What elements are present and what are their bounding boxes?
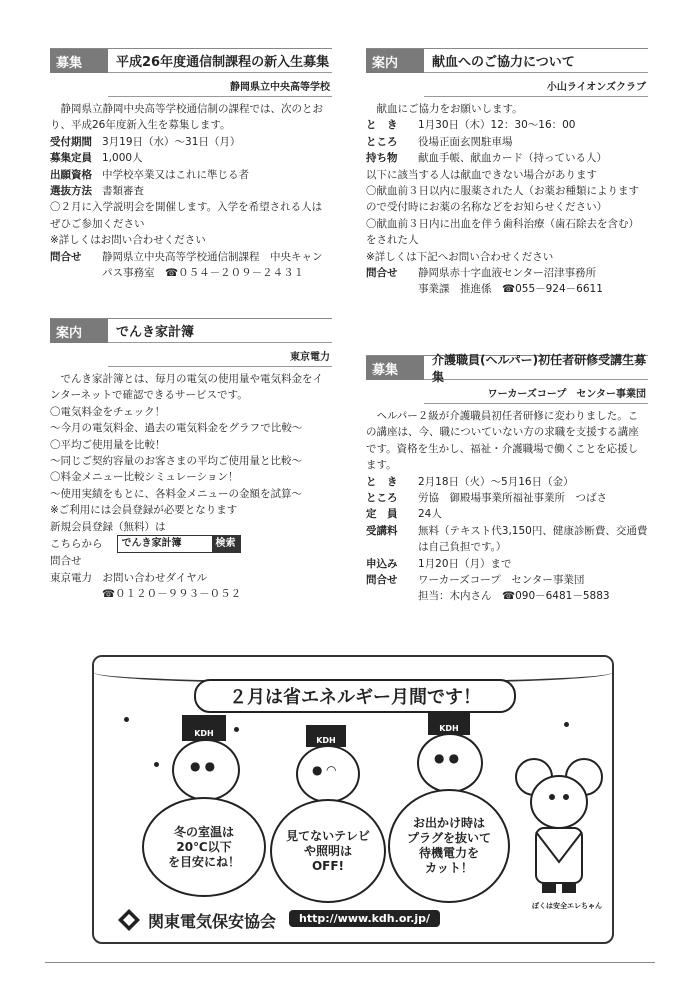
kdh-emblem-icon	[116, 907, 142, 933]
contact-row: 問合せ ワーカーズコープ センター事業団	[366, 574, 585, 587]
search-box-graphic: でんき家計簿 検索	[117, 535, 241, 553]
snowflake-icon	[124, 717, 129, 722]
search-line: こちらから でんき家計簿 検索	[50, 535, 332, 553]
info-row: 受講料 無料（テキスト代3,150円、健康診断費、交通費は自己負担です。）	[366, 524, 648, 554]
snowman-message: お出かけ時は プラグを抜いて 待機電力を カット！	[388, 789, 510, 903]
category-tag: 案内	[50, 319, 108, 343]
feature-line: 〇電気料金をチェック！	[50, 405, 166, 418]
article-caregiver-training	[366, 352, 648, 605]
search-button-graphic: 検索	[212, 536, 240, 552]
category-tag: 案内	[366, 49, 424, 73]
note: ※詳しくは下記へお問い合わせください	[366, 250, 554, 263]
article-intro: でんき家計簿とは、毎月の電気の使用量や電気料金をインターネットで確認できるサービスです。	[50, 373, 323, 402]
feature-line: ～今月の電気料金、過去の電気料金をグラフで比較～	[50, 422, 303, 435]
article-organization: 静岡県立中央高等学校	[108, 73, 332, 97]
feature-line: 〇料金メニュー比較シミュレーション！	[50, 471, 239, 484]
info-row: と き 2月18日（火）～5月16日（金）	[366, 475, 574, 488]
info-row: 募集定員 1,000人	[50, 152, 143, 165]
article-header	[50, 48, 332, 73]
note: 〇献血前３日内に出血を伴う歯科治療（歯石除去を含む）をされた人	[366, 217, 639, 247]
snowman-face: ● ●	[434, 751, 460, 765]
energy-saving-banner	[92, 655, 614, 944]
contact-row: 問合せ 静岡県赤十字血液センター沼津事務所	[366, 267, 597, 280]
mascot-caption: ぼくは安全エレちゃん	[532, 902, 602, 910]
category-tag: 募集	[50, 49, 108, 73]
kdh-logo	[116, 907, 276, 933]
article-intro: ヘルパー２級が介護職員初任者研修に変わりました。この講座は、今、職についていない方の求職を支援する講座です。資格を生かし、福祉・介護職場で働くことを応援します。	[366, 410, 639, 472]
snowman-middle	[264, 725, 394, 905]
article-header	[366, 352, 648, 384]
category-tag: 募集	[366, 356, 424, 380]
feature-line: ～使用実績をもとに、各料金メニューの金額を試算～	[50, 487, 302, 500]
info-row: 定 員 24人	[366, 508, 442, 521]
article-organization: 小山ライオンズクラブ	[424, 73, 648, 97]
note: ※詳しくはお問い合わせください	[50, 234, 206, 247]
article-organization: 東京電力	[108, 343, 332, 367]
snowflake-icon	[564, 722, 569, 727]
snowman-hat: KDH	[306, 725, 346, 747]
snowman-hat: KDH	[182, 715, 226, 741]
article-title: 介護職員(ヘルパー)初任者研修受講生募集	[424, 356, 648, 380]
info-row: ところ 役場正面玄関駐車場	[366, 135, 513, 148]
snowman-message: 冬の室温は 20℃以下 を目安にね！	[142, 797, 266, 897]
article-correspondence-school	[50, 48, 332, 281]
website-url: http://www.kdh.or.jp/	[289, 910, 440, 927]
snowman-message: 見てないテレビ や照明は OFF!	[270, 799, 386, 903]
feature-line: 〇平均ご使用量を比較！	[50, 438, 166, 451]
info-row: 申込み 1月20日（月）まで	[366, 557, 512, 570]
contact-detail: 担当：木内さん ☎090－6481－5883	[418, 590, 610, 603]
contact-row: 問合せ 静岡県立中央高等学校通信制課程 中央キャンパス事務室 ☎０５４－２０９－２４３１	[50, 250, 323, 280]
feature-line: ※ご利用には会員登録が必要となります	[50, 504, 238, 517]
feature-line: ～同じご契約容量のお客さまの平均ご使用量と比較～	[50, 455, 302, 468]
article-blood-donation	[366, 48, 648, 298]
article-title: でんき家計簿	[108, 319, 332, 343]
article-header	[366, 48, 648, 73]
info-row: 選抜方法 書類審査	[50, 185, 144, 198]
info-row: 持ち物 献血手帳、献血カード（持っている人）	[366, 152, 607, 165]
article-title: 平成26年度通信制課程の新入生募集	[108, 49, 332, 73]
snowman-right	[384, 711, 514, 901]
note: 〇献血前３日以内に服薬された人（お薬お種類によりますので受付時にお薬の名称などをお知らせください）	[366, 185, 639, 214]
article-intro: 静岡県立静岡中央高等学校通信制の課程では、次のとおり、平成26年度新入生を募集します。	[50, 103, 323, 132]
snowman-face: ● ◠	[312, 763, 336, 777]
feature-line: 新規会員登録（無料）は	[50, 520, 166, 533]
note: 〇２月に入学説明会を開催します。入学を希望される人はぜひご参加ください	[50, 201, 323, 230]
snowman-face: ● ●	[190, 759, 216, 773]
article-title: 献血へのご協力について	[424, 49, 648, 73]
info-row: 出願資格 中学校卒業又はこれに準じる者	[50, 168, 249, 181]
note: 以下に該当する人は献血できない場合があります	[366, 168, 597, 181]
info-row: と き 1月30日（木）12：30～16：00	[366, 119, 576, 132]
article-organization: ワーカーズコープ センター事業団	[424, 380, 648, 404]
organization-name: 関東電気保安協会	[148, 911, 277, 931]
banner-sign: ２月は省エネルギー月間です！	[194, 679, 516, 713]
contact-label: 問合せ	[50, 555, 82, 568]
article-header	[50, 318, 332, 343]
contact-tel: ☎０１２０－９９３－０５２	[102, 588, 242, 601]
contact-detail: 事業課 推進係 ☎055－924－6611	[418, 283, 603, 296]
article-denki-kakeibo	[50, 318, 332, 603]
article-intro: 献血にご協力をお願いします。	[376, 103, 523, 115]
contact-name: 東京電力 お問い合わせダイヤル	[50, 571, 208, 584]
snowman-hat: KDH	[428, 711, 470, 735]
mascot-mouse-icon	[514, 752, 604, 902]
snowman-left	[134, 715, 274, 895]
info-row: 受付期間 3月19日（水）～31日（月）	[50, 135, 241, 148]
info-row: ところ 労協 御殿場事業所福祉事業所 つばさ	[366, 492, 607, 505]
page-bottom-rule	[45, 962, 655, 963]
